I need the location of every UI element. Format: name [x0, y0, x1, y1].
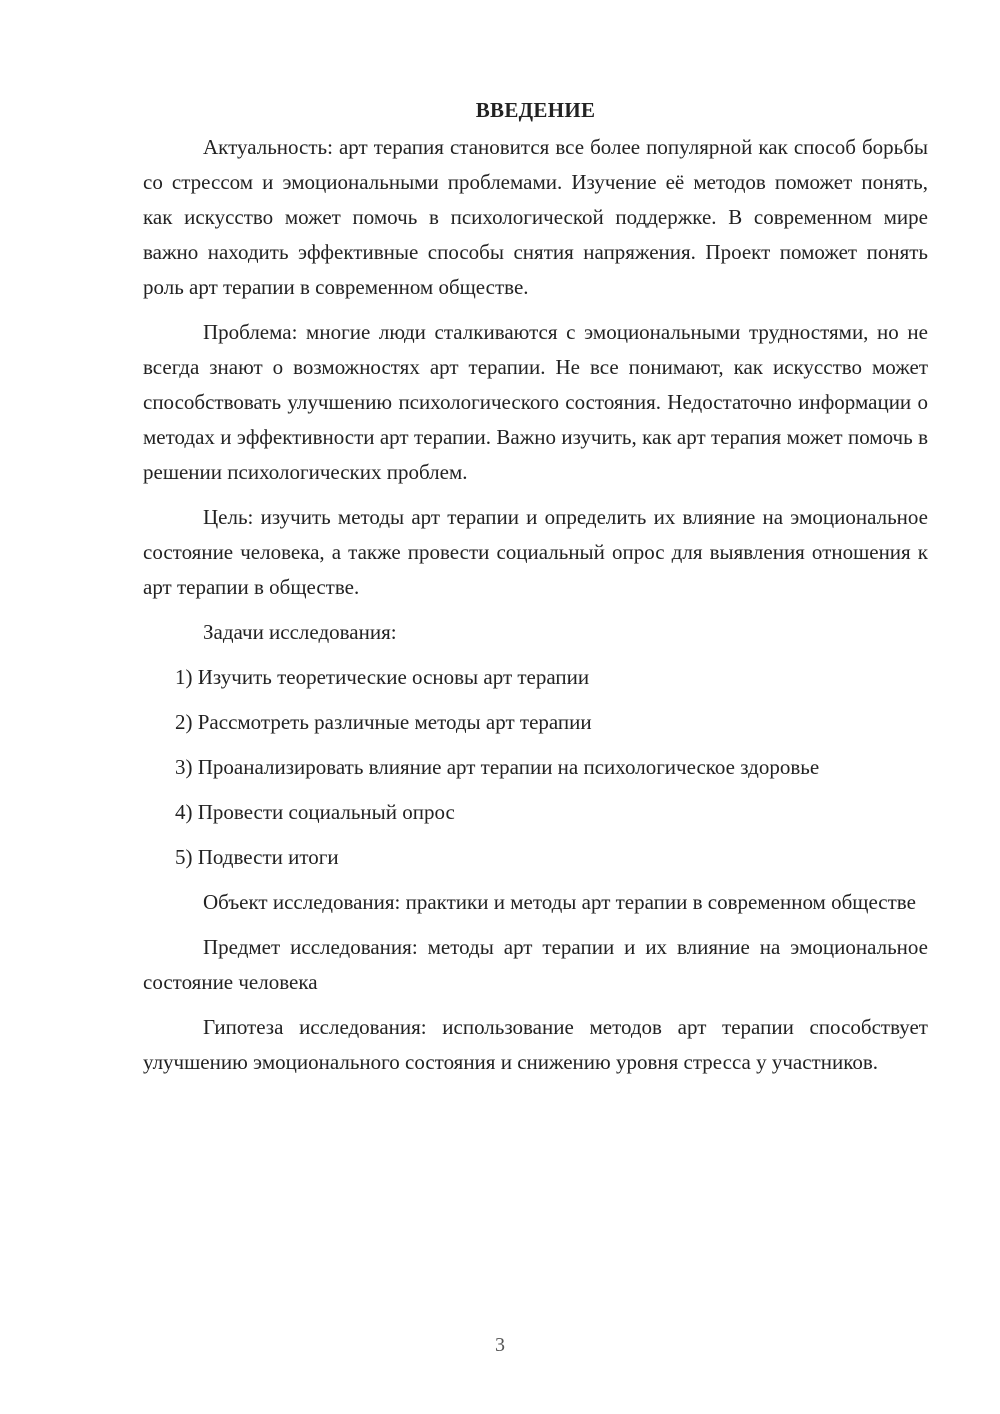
task-item-5: 5) Подвести итоги [175, 845, 339, 869]
task-item-3: 3) Проанализировать влияние арт терапии на психологическое здоровье [175, 755, 820, 779]
page-number: 3 [495, 1334, 505, 1356]
paragraph-relevance: Актуальность: арт терапия становится все более популярной как способ борьбы со стрессом и эмоциональными проблемами. Изучение её методов поможет понять, как искусство может помочь в психологической поддержке. В современном мире важно находить эффективные способы снятия напряжения. Проект поможет понять роль арт терапии в современном обществе. [143, 135, 928, 299]
task-item-1: 1) Изучить теоретические основы арт терапии [175, 665, 590, 689]
paragraph-goal: Цель: изучить методы арт терапии и определить их влияние на эмоциональное состояние человека, а также провести социальный опрос для выявления отношения к арт терапии в обществе. [143, 505, 928, 599]
task-item-4: 4) Провести социальный опрос [175, 800, 455, 824]
task-item-2: 2) Рассмотреть различные методы арт терапии [175, 710, 592, 734]
paragraph-hypothesis: Гипотеза исследования: использование методов арт терапии способствует улучшению эмоционального состояния и снижению уровня стресса у участников. [143, 1015, 928, 1074]
section-heading: ВВЕДЕНИЕ [475, 98, 596, 122]
page-content [143, 92, 928, 1090]
paragraph-problem: Проблема: многие люди сталкиваются с эмоциональными трудностями, но не всегда знают о возможностях арт терапии. Не все понимают, как искусство может способствовать улучшению психологического состояния. Недостаточно информации о методах и эффективности арт терапии. Важно изучить, как арт терапия может помочь в решении психологических проблем. [143, 320, 928, 484]
paragraph-object: Объект исследования: практики и методы арт терапии в современном обществе [203, 890, 916, 914]
tasks-heading: Задачи исследования: [203, 620, 397, 644]
paragraph-subject: Предмет исследования: методы арт терапии и их влияние на эмоциональное состояние человека [143, 935, 928, 994]
